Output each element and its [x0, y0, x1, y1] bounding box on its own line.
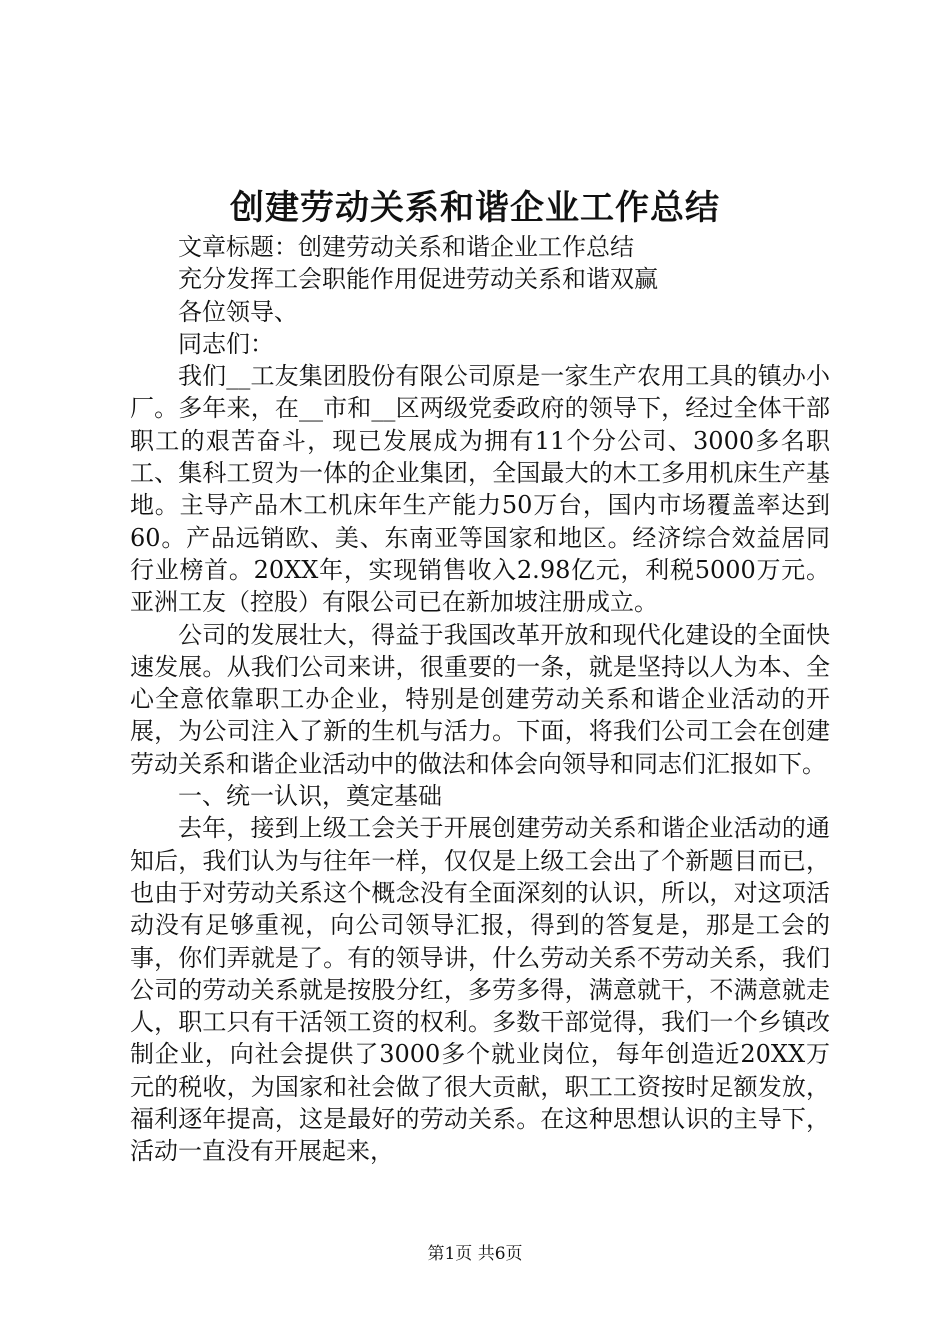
document-body	[130, 231, 830, 1168]
article-title-line: 文章标题：创建劳动关系和谐企业工作总结	[178, 233, 634, 261]
subtitle-line: 充分发挥工会职能作用促进劳动关系和谐双赢	[178, 265, 658, 294]
section-heading-1: 一、统一认识，奠定基础	[178, 782, 442, 811]
page-footer: 第1页 共6页	[427, 1244, 523, 1264]
paragraph-development: 公司的发展壮大，得益于我国改革开放和现代化建设的全面快速发展。从我们公司来讲，很重要的一条，就是坚持以人为本、全心全意依靠职工办企业，特别是创建劳动关系和谐企业活动的开展，为公司注入了新的生机与活力。下面，将我们公司工会在创建劳动关系和谐企业活动中的做法和体会向领导和同志们汇报如下。	[130, 620, 830, 778]
paragraph-last-year: 去年，接到上级工会关于开展创建劳动关系和谐企业活动的通知后，我们认为与往年一样，仅仅是上级工会出了个新题目而已，也由于对劳动关系这个概念没有全面深刻的认识，所以，对这项活动没有足够重视，向公司领导汇报，得到的答复是，那是工会的事，你们弄就是了。有的领导讲，什么劳动关系不劳动关系，我们公司的劳动关系就是按股分红，多劳多得，满意就干，不满意就走人，职工只有干活领工资的权利。多数干部觉得，我们一个乡镇改制企业，向社会提供了3000多个就业岗位，每年创造近20XX万元的税收，为国家和社会做了很大贡献，职工工资按时足额发放，福利逐年提高，这是最好的劳动关系。在这种思想认识的主导下，活动一直没有开展起来，	[130, 814, 830, 1166]
paragraph-company-intro: 我们__工友集团股份有限公司原是一家生产农用工具的镇办小厂。多年来，在__市和__区两级党委政府的领导下，经过全体干部职工的艰苦奋斗，现已发展成为拥有11个分公司、3000多名职工、集科工贸为一体的企业集团，全国最大的木工多用机床生产基地。主导产品木工机床年生产能力50万台，国内市场覆盖率达到60。产品远销欧、美、东南亚等国家和地区。经济综合效益居同行业榜首。20XX年，实现销售收入2.98亿元，利税5000万元。亚洲工友（控股）有限公司已在新加坡注册成立。	[130, 362, 830, 617]
salutation-comrades: 同志们：	[178, 329, 274, 358]
document-title: 创建劳动关系和谐企业工作总结	[230, 188, 720, 228]
salutation-leaders: 各位领导、	[178, 297, 298, 326]
